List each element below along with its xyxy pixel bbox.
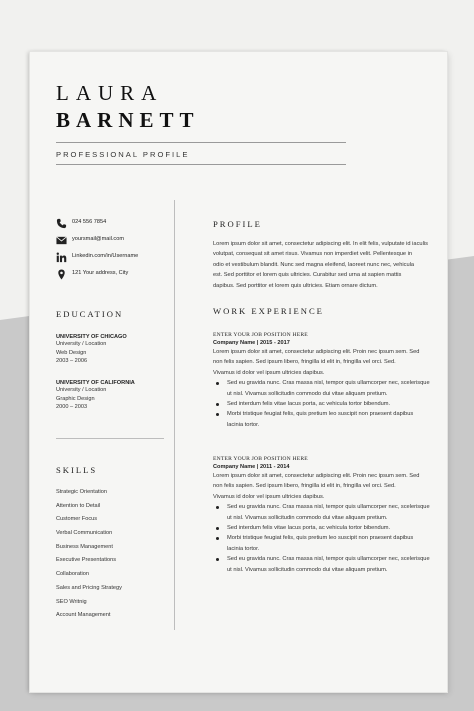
divider: [56, 164, 346, 165]
school-field: Web Design: [56, 349, 87, 356]
skill-item: SEO Writnig: [56, 598, 87, 605]
school-location: University / Location: [56, 341, 107, 347]
school-field: Graphic Design: [56, 395, 95, 402]
bullet-item: [213, 502, 438, 523]
location-pin-icon: [56, 269, 67, 280]
bullet-line: lacinia tortor.: [227, 421, 260, 428]
bullet-line: Sed interdum felis vitae lacus porta, ac vehicula tortor bibendum.: [227, 401, 391, 408]
bullet-line: Morbi tristique feugiat felis, quis pretium leo suscipit non praesent dapibus: [227, 411, 414, 418]
job-position: ENTER YOUR JOB POSITION HERE: [213, 456, 308, 462]
profile-line: volutpat, consequat sit amet risus. Vivamus non imperdiet velit. Pellentesque in: [213, 251, 413, 258]
bullet-line: ut nisl. Vivamus sollicitudin commodo dui vitae aliquam pretium.: [227, 390, 388, 397]
bullet-item: [213, 409, 438, 430]
skill-item: Customer Focus: [56, 516, 98, 523]
bullet-item: [213, 378, 438, 399]
contact-linkedin[interactable]: [56, 252, 171, 264]
skill-item: Verbal Communication: [56, 530, 113, 537]
profile-line: est. Sed porttitor et lorem quis ultricies. Curabitur sed urna at sapien mattis: [213, 272, 402, 279]
bullet-item: [213, 399, 438, 409]
skill-item: Collaboration: [56, 571, 89, 578]
skill-item: Business Management: [56, 543, 113, 550]
bullet-line: lacinia tortor.: [227, 545, 260, 552]
envelope-icon: [56, 235, 67, 246]
skill-item: Strategic Orientation: [56, 489, 107, 495]
divider: [56, 142, 346, 143]
job-entry: [213, 332, 438, 430]
job-summary: [213, 347, 438, 378]
resume-page: [30, 52, 447, 692]
profile-text: [213, 239, 438, 291]
phone-text: 024 556 7854: [72, 219, 107, 225]
column-divider: [174, 200, 175, 630]
divider: [56, 438, 164, 439]
bullet-line: Sed eu gravida nunc. Cras massa nisl, tempor quis ullamcorper nec, scelerisque: [227, 504, 430, 511]
summary-line: non felis sapien. Sed ipsum libero, fringilla id elit in, fringilla vel orci. Sed.: [213, 359, 396, 366]
linkedin-text[interactable]: Linkedin.com/in/Username: [72, 253, 139, 259]
profile-line: Lorem ipsum dolor sit amet, consectetur adipiscing elit. In elit felis, vulputate id iaculis: [213, 241, 428, 247]
skills-list: [56, 489, 122, 626]
last-name: BARNETT: [56, 108, 200, 132]
education-item: [56, 380, 135, 412]
school-years: 2003 – 2006: [56, 358, 88, 364]
professional-title: PROFESSIONAL PROFILE: [56, 150, 190, 159]
summary-line: Vivamus id dolor vel ipsum ultricies dapibus.: [213, 493, 325, 500]
company-name: Company Name | 2011 - 2014: [213, 464, 290, 470]
summary-line: non felis sapien. Sed ipsum libero, fringilla id elit in, fringilla vel orci. Sed.: [213, 483, 396, 490]
school-name: UNIVERSITY OF CHICAGO: [56, 334, 127, 340]
email-text[interactable]: yoursmail@mail.com: [72, 236, 124, 242]
bullet-line: Sed interdum felis vitae lacus porta, ac vehicula tortor bibendum.: [227, 525, 391, 532]
contact-address: [56, 269, 171, 281]
bullet-item: [213, 523, 438, 533]
job-bullets: [213, 502, 438, 575]
company-name: Company Name | 2015 - 2017: [213, 340, 290, 346]
bullet-line: ut nisl. Vivamus sollicitudin commodo dui vitae aliquam pretium.: [227, 514, 388, 521]
job-position: ENTER YOUR JOB POSITION HERE: [213, 332, 308, 338]
education-item: [56, 334, 127, 366]
profile-line: odio et vestibulum blandit. Nunc sed magna eleifend, laoreet nunc nec, vehicula: [213, 261, 415, 268]
first-name: LAURA: [56, 81, 164, 105]
bullet-item: [213, 533, 438, 554]
skill-item: Sales and Pricing Strategy: [56, 584, 122, 591]
skill-item: Attention to Detail: [56, 502, 101, 509]
job-summary: [213, 471, 438, 502]
school-name: UNIVERSITY OF CALIFORNIA: [56, 380, 135, 386]
skills-heading: SKILLS: [56, 465, 98, 475]
contact-phone: [56, 218, 171, 230]
bullet-line: Morbi tristique feugiat felis, quis pretium leo suscipit non praesent dapibus: [227, 535, 414, 542]
linkedin-icon: [56, 252, 67, 263]
education-heading: EDUCATION: [56, 309, 124, 319]
job-bullets: [213, 378, 438, 430]
school-years: 2000 – 2003: [56, 404, 88, 410]
bullet-line: Sed eu gravida nunc. Cras massa nisl, tempor quis ullamcorper nec, scelerisque: [227, 380, 430, 387]
bullet-line: ut nisl. Vivamus sollicitudin commodo dui vitae aliquam pretium.: [227, 566, 388, 573]
skill-item: Executive Presentations: [56, 557, 117, 564]
summary-line: Lorem ipsum dolor sit amet, consectetur adipiscing elit. Proin nec ipsum sem. Sed: [213, 349, 420, 355]
profile-heading: PROFILE: [213, 219, 262, 229]
bullet-line: Sed eu gravida nunc. Cras massa nisl, tempor quis ullamcorper nec, scelerisque: [227, 556, 430, 563]
job-entry: [213, 456, 438, 575]
skill-item: Account Management: [56, 612, 111, 619]
address-text: 121 Your address, City: [72, 270, 129, 276]
summary-line: Lorem ipsum dolor sit amet, consectetur adipiscing elit. Proin nec ipsum sem. Sed: [213, 473, 420, 479]
school-location: University / Location: [56, 387, 107, 393]
bullet-item: [213, 554, 438, 575]
phone-icon: [56, 218, 67, 229]
contact-email[interactable]: [56, 235, 171, 247]
profile-line: dapibus. Sed porttitor et lorem quis ultricies. Etiam ornare dictum.: [213, 282, 378, 289]
summary-line: Vivamus id dolor vel ipsum ultricies dapibus.: [213, 369, 325, 376]
work-experience-heading: WORK EXPERIENCE: [213, 306, 324, 316]
